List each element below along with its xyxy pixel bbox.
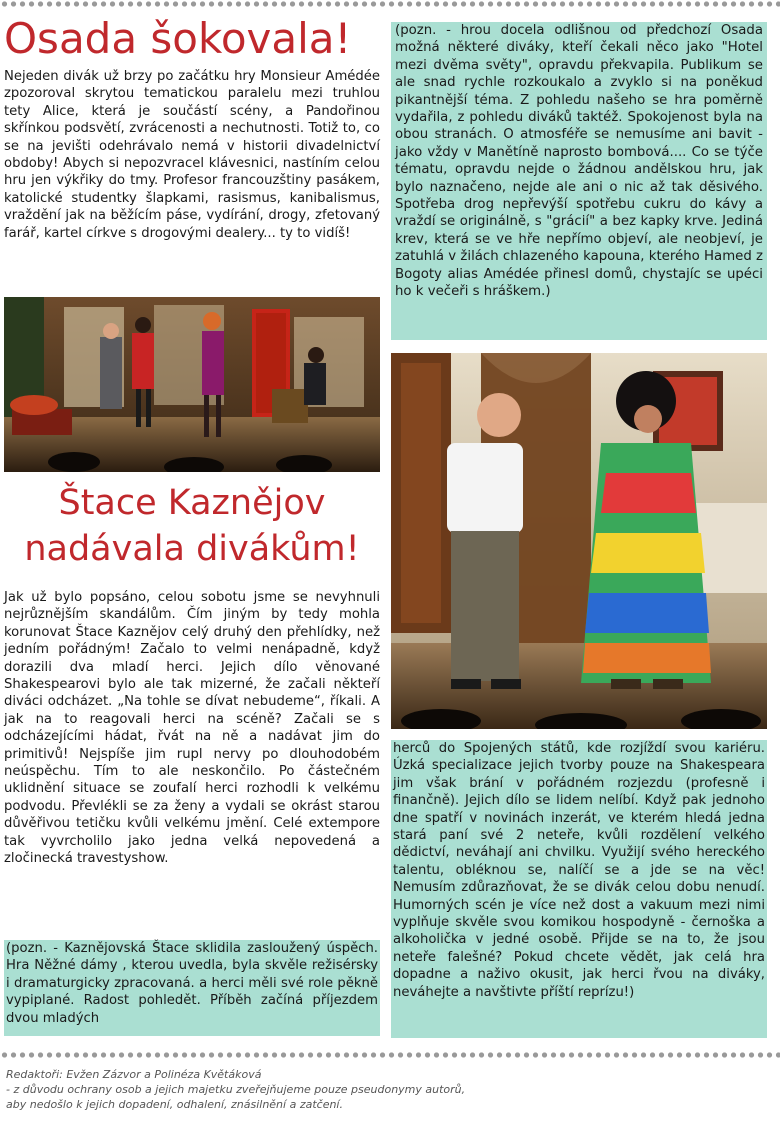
article1-headline: Osada šokovala! (4, 14, 352, 63)
footer-editors: Redaktoři: Evžen Zázvor a Polinéza Květáková (6, 1068, 262, 1081)
article1-body: Nejeden divák už brzy po začátku hry Monsieur Amédée zpozoroval skrytou tematickou paralelu mezi truhlou tety Alice, která je součástí scény, a Pandořinou skřínkou podsvětí, zvrácenosti a nechutnosti. Totiž to, co se na jevišti odehrávalo nemá v historii divadelnictví obdoby! Abych si nepozvracel klávesnici, nastíním celou hru jen výkřiky do tmy. Profesor francouzštiny pasákem, katolické studentky šlapkami, rasismus, kanibalismus, vraždění jak na běžícím páse, vydírání, drogy, zfetovaný farář, kartel církve s drogovými dealery... ty to vidíš! (4, 69, 380, 241)
article2-body-block (4, 589, 380, 868)
article1-note: (pozn. - hrou docela odlišnou od předchozí Osada možná některé diváky, kteří čekali něco jako "Hotel mezi dvěma světy", opravdu překvapila. Publikum se ale snad rychle rozkoukalo a zvyklo si na poněkud pikantnější téma. Z pohledu našeho se hra poměrně vydařila, z pohledu diváků taktéž. Spokojenost byla na obou stranách. O atmosféře se nemusíme ani bavit - jako vždy v Manětíně naprosto bombová.... Co se týče tématu, opravdu nejde o žádnou andělskou hru, jak bylo naznačeno, nejde ale ani o nic až tak děsivého. Spotřeba drog nepřevýší spotřebu cukru do kávy a vraždí se originálně, s "grácií" a bez kapky krve. Jediná krev, která se ve hře nepřímo objeví, ale neobjeví, je zatuhlá v žilách chlazeného kapouna, kterého Hamed z Bogoty alias Amédée přinesl domů, chystajíc se upéci ho k večeři s hráškem.) (395, 23, 763, 300)
article2-headline-line1: Štace Kaznějov (58, 483, 326, 523)
footer-disclaimer-line2: aby nedošlo k jejich dopadení, odhalení, znásilnění a zatčení. (6, 1098, 343, 1111)
article2-headline-block (4, 480, 380, 572)
stage-photo-osada-illustration (4, 297, 380, 472)
bottom-dotted-border (0, 1051, 780, 1059)
top-dotted-border (0, 0, 780, 8)
article2-headline-line2: nadávala divákům! (24, 529, 360, 569)
footer-disclaimer-line1: - z důvodu ochrany osob a jejich majetku zveřejňujeme pouze pseudonymy autorů, (6, 1083, 466, 1096)
article2-note-right: herců do Spojených států, kde rozjíždí svou kariéru. Úzká specializace jejich tvorby pouze na Shakespeara jim však brání v pořádném rozjezdu (profesně i finančně). Jejich dílo se lidem nelíbí. Když pak jednoho dne spatří v novinách inzerát, ve kterém hledá jedna stará paní své 2 neteře, kvůli rozdělení velkého dědictví, neváhají ani chvilku. Využijí svého hereckého talentu, obléknou se, nalíčí se a jde se na věc! Nemusím zdůrazňovat, že se divák celou dobu nenudí. Humorných scén je více než dost a vakuum mezi nimi vyplňuje skvěle svou komikou hospodyně - černoška a alkoholička v jedné osobě. Přijde se na to, že jsou neteře falešné? Pokud chcete vědět, jak celá hra dopadne a naživo okusit, jak herci řvou na diváky, neváhejte a navštivte příští reprízu!) (393, 741, 765, 1000)
article1-note-box (391, 22, 767, 340)
stage-photo-osada (4, 297, 380, 472)
stage-photo-kaznejov (391, 353, 767, 729)
article2-note-left-box (4, 940, 380, 1036)
article1-body-block (4, 68, 380, 242)
article2-note-left: (pozn. - Kaznějovská Štace sklidila zasloužený úspěch. Hra Něžné dámy , kterou uvedla, byla skvěle režisérsky i dramaturgicky zpracovaná. a herci měli své role pěkně vypiplané. Radost pohledět. Příběh začíná příjezdem dvou mladých (6, 941, 378, 1026)
article1-headline-block (4, 14, 388, 64)
article2-body: Jak už bylo popsáno, celou sobotu jsme se nevyhnuli nejrůznějším skandálům. Čím jiným by tedy mohla korunovat Štace Kaznějov celý druhý den přehlídky, než jedním pořádným! Začalo to velmi nenápadně, když dorazili dva mladí herci. Jejich dílo věnované Shakespearovi bylo ale tak mizerné, že začali někteří diváci odcházet. „Na tohle se dívat nebudeme“, říkali. A jak na to reagovali herci na scéně? Začali se s odcházejícími hádat, řvát na ně a nadávat jim do primitivů! Nejspíše jim rupl nervy po dlouhodobém neúspěchu. Tím to ale neskončilo. Po částečném uklidnění situace se zoufalí herci rozhodli k velkému podvodu. Převlékli se za ženy a vydali se okrást starou důvěřivou tetičku kvůli velkému jmění. Celé extempore tak vyvrcholilo jako jedna velká nepovedená a zločinecká travestyshow. (4, 590, 380, 867)
article2-note-right-box (391, 740, 767, 1038)
stage-photo-kaznejov-illustration (391, 353, 767, 729)
